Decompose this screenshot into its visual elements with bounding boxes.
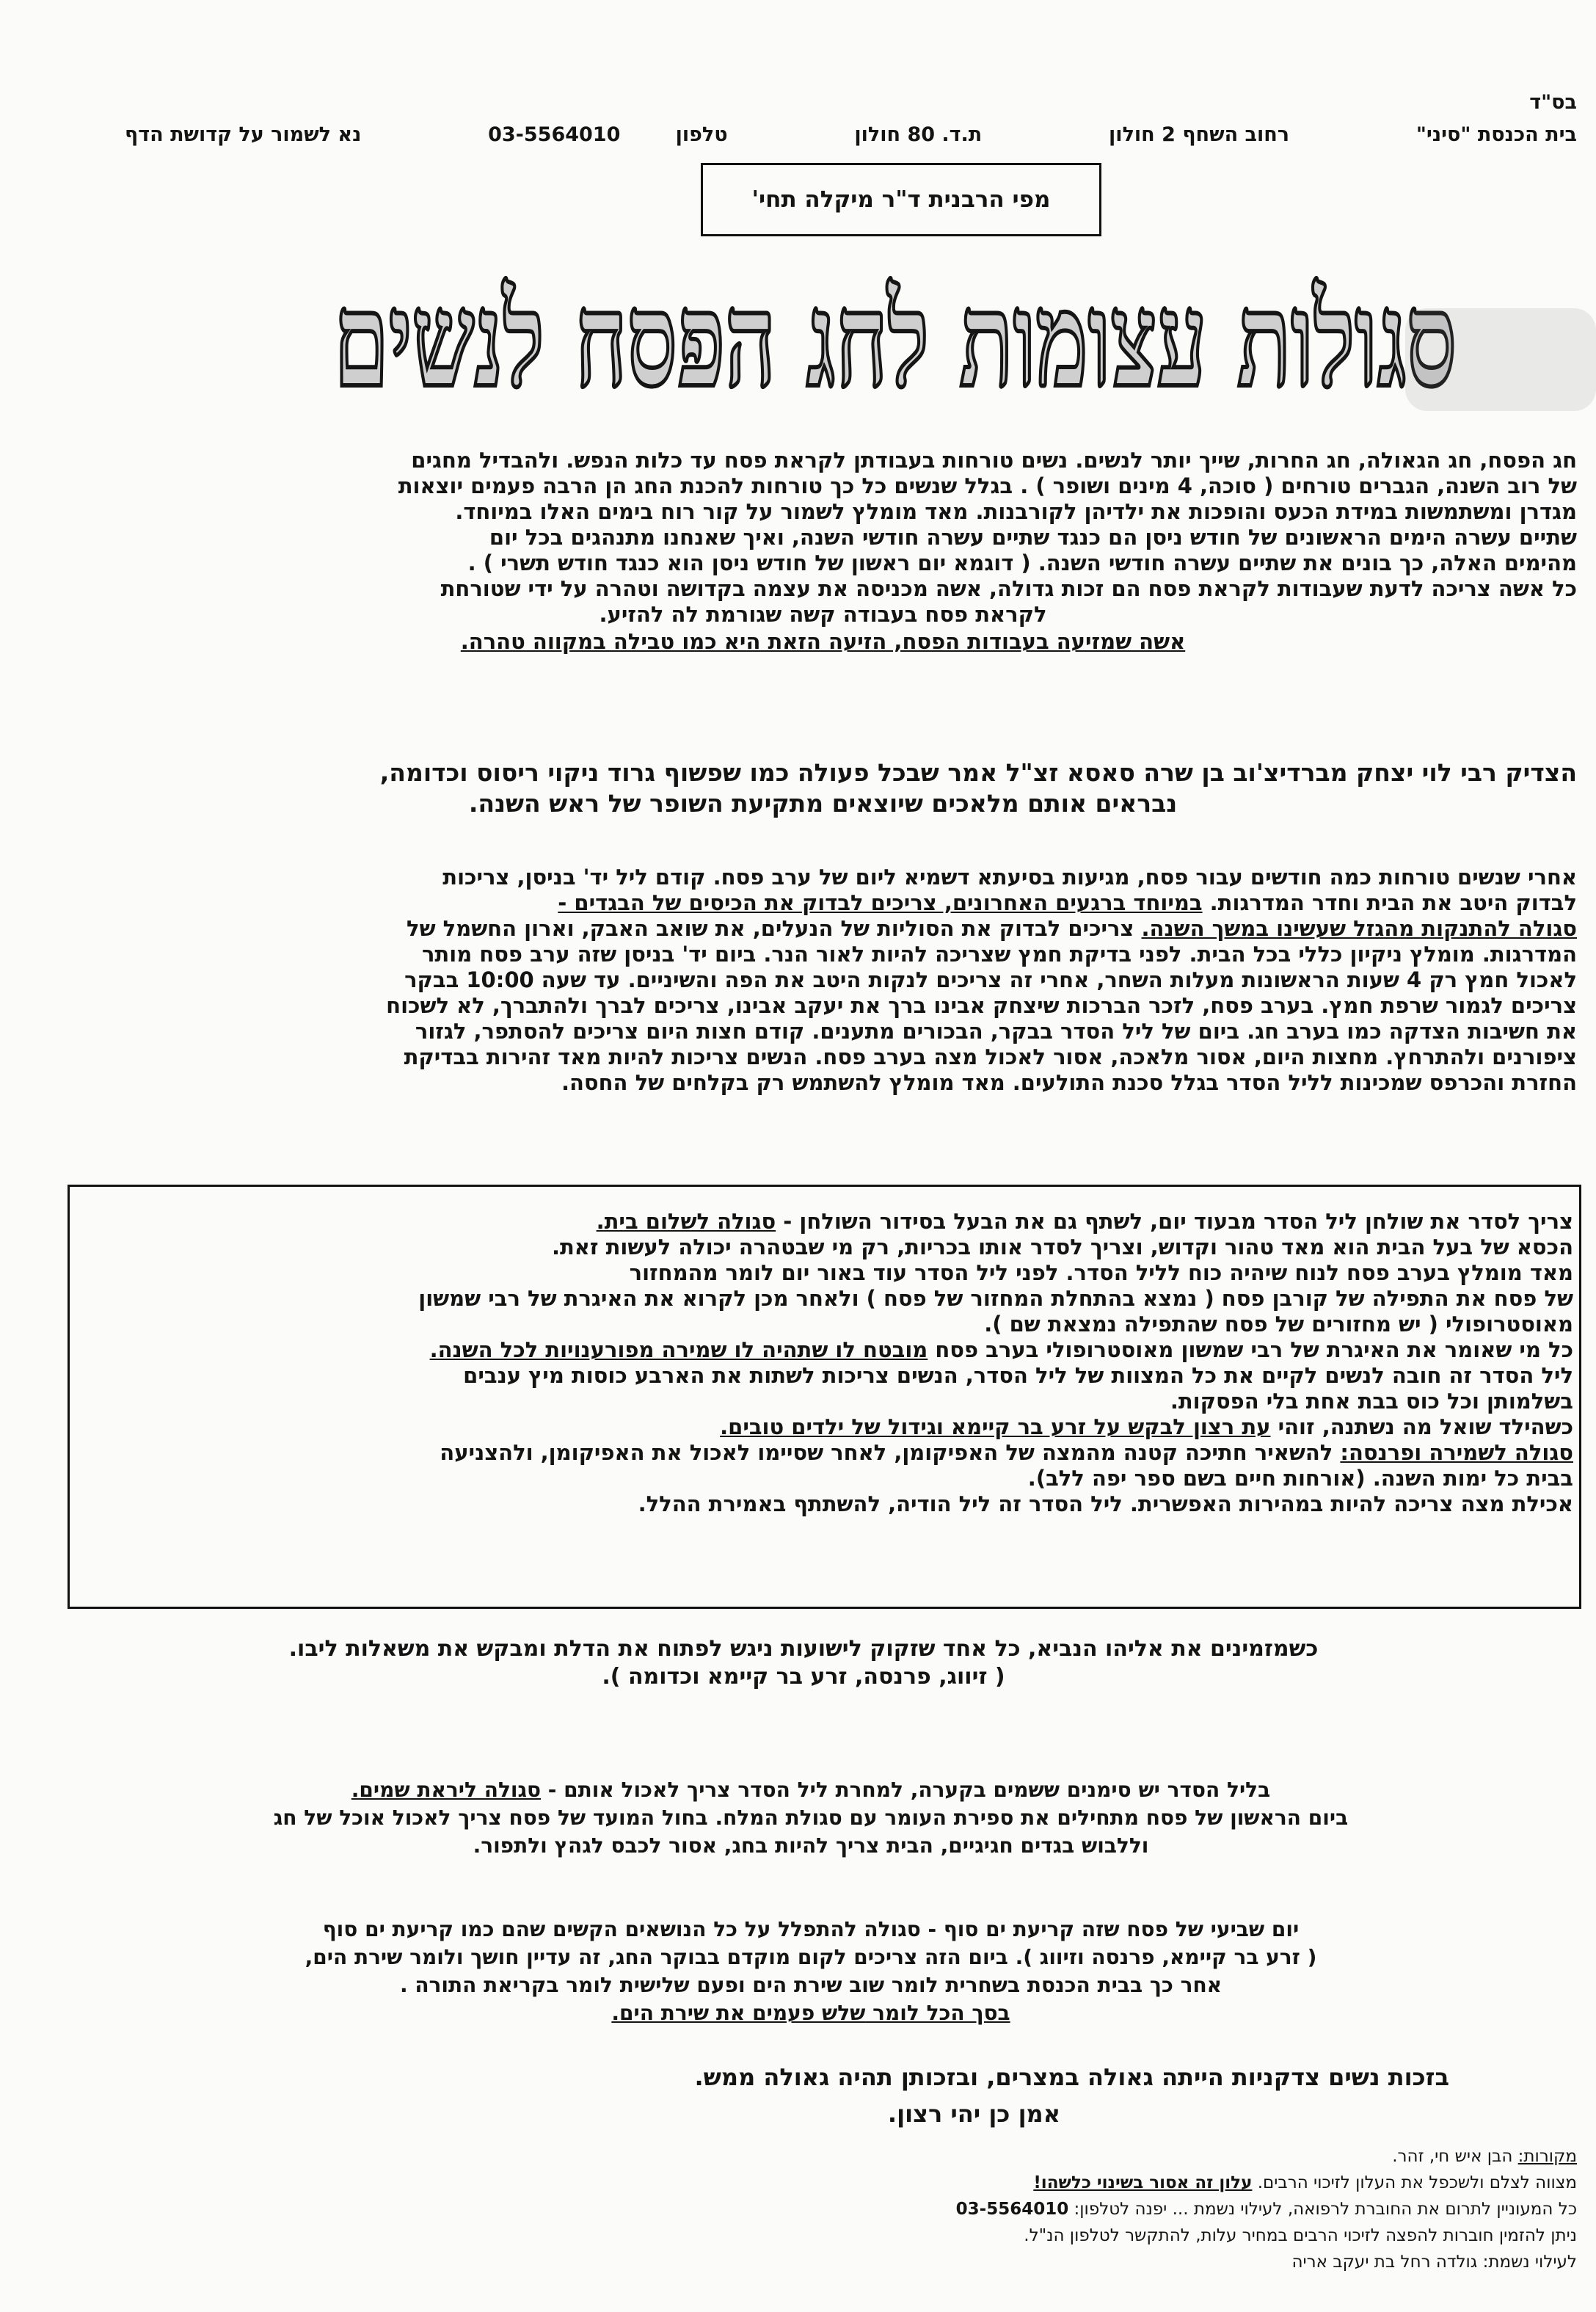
erev-line: המדרגות. מומלץ ניקיון כללי בכל הבית. לפני בדיקת חמץ שצריכה להיות לאור הנר. ביום יד' בניסן שזה ערב פסח מותר xyxy=(421,942,1577,967)
simanim-underlined: סגולה ליראת שמים. xyxy=(351,1778,542,1802)
seder-line: בשלמותן וכל כוס בבת אחת בלי הפסקות. xyxy=(1170,1389,1573,1414)
erev-underlined: סגולה להתנקות מהגזל שעשינו במשך השנה. xyxy=(1141,916,1577,941)
yam-suf-line: אחר כך בבית הכנסת בשחרית לומר שוב שירת הים ופעם שלישית לומר בקריאת התורה . xyxy=(399,1973,1222,1997)
phone-label: טלפון xyxy=(675,123,728,146)
yam-suf-underlined: שלש פעמים את שירת הים. xyxy=(611,2001,866,2025)
footer-line: לעילוי נשמת: גולדה רחל בת יעקב אריה xyxy=(1291,2253,1577,2272)
seder-line xyxy=(76,1414,1573,1440)
seder-underlined: מובטח לו שתהיה לו שמירה מפורענויות לכל השנה. xyxy=(429,1337,928,1362)
erev-underlined: במיוחד ברגעים האחרונים, צריכים לבדוק את הכיסים של הבגדים - xyxy=(558,890,1203,915)
eliyahu-section xyxy=(143,1635,1464,1691)
sources-label: מקורות: xyxy=(1517,2147,1577,2166)
erev-line: אחרי שנשים טורחות כמה חודשים עבור פסח, מגיעות בסיעתא דשמיא ליום של ערב פסח. קודם ליל יד' בניסן, צריכות xyxy=(442,865,1577,890)
intro-line: של רוב השנה, הגברים טורחים ( סוכה, 4 מינים ושופר ) . בגלל שנשים כל כך טורחות להכנת החג הן הרבה פעמים יוצאות xyxy=(398,473,1577,498)
kriat-yam-suf-section xyxy=(158,1916,1464,2027)
bleed-through-mark xyxy=(1376,294,1596,426)
yam-suf-line xyxy=(158,1999,1464,2027)
tzadik-line: נבראים אותם מלאכים שיוצאים מתקיעת השופר של ראש השנה. xyxy=(468,789,1178,818)
intro-highlight xyxy=(69,629,1577,655)
erev-text: צריכים לבדוק את הסוליות של הנעלים, את שואב האבק, וארון החשמל של xyxy=(407,916,1142,941)
title-banner xyxy=(323,250,1468,418)
seder-text: כל מי שאומר את האיגרת של רבי שמשון מאוסטרופולי בערב פסח xyxy=(928,1337,1573,1362)
seder-underlined: עת רצון לבקש על זרע בר קיימא וגידול של ילדים טובים. xyxy=(720,1414,1271,1439)
erev-text: לבדוק היטב את הבית וחדר המדרגות. xyxy=(1202,890,1577,915)
erev-line xyxy=(69,890,1577,916)
seder-line: של פסח את התפילה של קורבן פסח ( נמצא בהתחלת המחזור של פסח ) ולאחר מכן לקרוא את האיגרת של רבי שמשון xyxy=(418,1286,1573,1311)
po-box: ת.ד. 80 חולון xyxy=(854,123,983,146)
intro-line: שתיים עשרה הימים הראשונים של חודש ניסן הם כנגד שתיים עשרה חודשי השנה, ואיך שאנחנו מתנהגים בכל יום xyxy=(489,525,1577,550)
simanim-section xyxy=(158,1776,1464,1860)
seder-night-box xyxy=(68,1185,1581,1609)
phone-block xyxy=(488,123,727,146)
closing-blessing xyxy=(158,2059,1449,2132)
seder-line xyxy=(76,1440,1573,1466)
eliyahu-line: ( זיווג, פרנסה, זרע בר קיימא וכדומה ). xyxy=(602,1664,1005,1690)
simanim-line: וללבוש בגדים חגיגיים, הבית צריך להיות בחג, אסור לכבס לגהץ ולתפור. xyxy=(473,1833,1149,1858)
seder-line xyxy=(76,1337,1573,1363)
header-address-row xyxy=(125,123,1577,146)
bsd-mark: בס"ד xyxy=(1529,91,1577,114)
erev-line: את חשיבות הצדקה כמו בערב חג. ביום של ליל הסדר בבקר, הבכורים מתענים. קודם חצות היום צריכים להסתפר, לגזור xyxy=(415,1019,1577,1044)
author-credit-box xyxy=(701,163,1101,236)
seder-text: כשהילד שואל מה נשתנה, זוהי xyxy=(1270,1414,1573,1439)
simanim-line xyxy=(158,1776,1464,1804)
erev-line xyxy=(69,916,1577,942)
footer-line xyxy=(183,2196,1577,2222)
seder-line: מאד מומלץ בערב פסח לנוח שיהיה כוח לליל הסדר. לפני ליל הסדר עוד באור יום לומר מהמחזור xyxy=(629,1260,1573,1285)
footer-warning: עלון זה אסור בשינוי כלשהו! xyxy=(1033,2173,1253,2192)
intro-line: כל אשה צריכה לדעת שעבודות לקראת פסח הם זכות גדולה, אשה מכניסה את עצמה בקדושה וטהרה על ידי שטורחת xyxy=(440,576,1577,601)
seder-line: בבית כל ימות השנה. (אורחות חיים בשם ספר יפה ללב). xyxy=(1027,1466,1573,1491)
erev-line: צריכים לגמור שרפת חמץ. בערב פסח, לזכר הברכות שיצחק אבינו ברך את יעקב אבינו, צריכים לברך ולהתברך, לא לשכוח xyxy=(386,993,1577,1018)
sources-text: הבן איש חי, זהר. xyxy=(1392,2147,1518,2166)
yam-suf-line: ( זרע בר קיימא, פרנסה וזיווג ). ביום הזה צריכים לקום מוקדם בבוקר החג, זה עדיין חושך ולומר שירת הים, xyxy=(305,1945,1317,1969)
erev-line: לאכול חמץ רק 4 שעות הראשונות מעלות השחר, אחרי זה צריכים לנקות היטב את הפה והשיניים. עד שעה 10:00 בבקר xyxy=(404,967,1577,992)
street-address: רחוב השחף 2 חולון xyxy=(1109,123,1290,146)
seder-line xyxy=(76,1209,1573,1235)
yam-suf-line: יום שביעי של פסח שזה קריעת ים סוף - סגולה להתפלל על כל הנושאים הקשים שהם כמו קריעת ים סוף xyxy=(322,1917,1300,1941)
sanctity-note: נא לשמור על קדושת הדף xyxy=(125,123,362,146)
seder-underlined: סגולה לשמירה ופרנסה: xyxy=(1340,1440,1573,1465)
seder-text: להשאיר חתיכה קטנה מהמצה של האפיקומן, לאחר שסיימו לאכול את האפיקומן, ולהצניעה xyxy=(440,1440,1341,1465)
author-credit: מפי הרבנית ד"ר מיקלה תחי' xyxy=(751,186,1051,213)
seder-line: מאוסטרופולי ( יש מחזורים של פסח שהתפילה נמצאת שם ). xyxy=(984,1312,1573,1337)
intro-section xyxy=(69,448,1577,655)
eliyahu-line: כשמזמינים את אליהו הנביא, כל אחד שזקוק לישועות ניגש לפתוח את הדלת ומבקש את משאלות ליבו. xyxy=(288,1636,1319,1662)
footer-text: כל המעוניין לתרום את החוברת לרפואה, לעילוי נשמת ... יפנה לטלפון: xyxy=(1068,2200,1577,2219)
footer-line: ניתן להזמין חוברות להפצה לזיכוי הרבים במחיר עלות, להתקשר לטלפון הנ"ל. xyxy=(1024,2226,1577,2245)
tzadik-quote-section xyxy=(69,757,1577,819)
intro-line: מהימים האלה, כך בונים את שתיים עשרה חודשי השנה. ( דוגמא יום ראשון של חודש ניסן הוא כנגד חודש תשרי ) . xyxy=(467,550,1577,575)
yam-suf-underlined: בסך הכל לומר xyxy=(865,2001,1010,2025)
synagogue-name: בית הכנסת "סיני" xyxy=(1415,123,1577,146)
footer-line xyxy=(183,2143,1577,2170)
seder-line: ליל הסדר זה חובה לנשים לקיים את כל המצוות של ליל הסדר, הנשים צריכות לשתות את הארבע כוסות מיץ ענבים xyxy=(463,1363,1573,1388)
closing-line: בזכות נשים צדקניות הייתה גאולה במצרים, ובזכותן תהיה גאולה ממש. xyxy=(694,2063,1449,2091)
main-title: סגולות עצומות לחג הפסח לנשים xyxy=(334,263,1457,416)
seder-line: הכסא של בעל הבית הוא מאד טהור וקדוש, וצריך לסדר אותו בכריות, רק מי שבטהרה יכולה לעשות זאת. xyxy=(551,1235,1573,1259)
phone-number: 03-5564010 xyxy=(488,123,621,146)
simanim-line: ביום הראשון של פסח מתחילים את ספירת העומר עם סגולת המלח. בחול המועד של פסח צריך לאכול אוכל של חג xyxy=(273,1806,1349,1830)
footer-line xyxy=(183,2170,1577,2196)
intro-line: מגדרן ומשתמשות במידת הכעס והופכות את ילדיהן לקורבנות. מאד מומלץ לשמור על קור רוח בימים האלו במיוחד. xyxy=(455,499,1577,524)
footer-text: מצווה לצלם ולשכפל את העלון לזיכוי הרבים. xyxy=(1252,2173,1577,2192)
title-svg xyxy=(323,250,1468,418)
seder-underlined: סגולה לשלום בית. xyxy=(596,1209,776,1234)
seder-line: אכילת מצה צריכה להיות במהירות האפשרית. ליל הסדר זה ליל הודיה, להשתתף באמירת ההלל. xyxy=(638,1491,1573,1516)
intro-underlined: אשה שמזיעה בעבודות הפסח, הזיעה הזאת היא כמו טבילה במקווה טהרה. xyxy=(460,629,1186,654)
simanim-text: בליל הסדר יש סימנים ששמים בקערה, למחרת ליל הסדר צריך לאכול אותם - xyxy=(541,1778,1271,1802)
footer-notes xyxy=(183,2143,1577,2275)
erev-line: ציפורנים ולהתרחץ. מחצות היום, אסור מלאכה, אסור לאכול מצה בערב פסח. הנשים צריכות להיות מאד זהירות בבדיקת xyxy=(404,1044,1577,1069)
closing-amen: אמן כן יהי רצון. xyxy=(887,2100,1060,2128)
erev-line: החזרת והכרפס שמכינות לליל הסדר בגלל סכנת התולעים. מאד מומלץ להשתמש רק בקלחים של החסה. xyxy=(561,1070,1577,1095)
footer-phone: 03-5564010 xyxy=(955,2200,1069,2219)
intro-line: חג הפסח, חג הגאולה, חג החרות, שייך יותר לנשים. נשים טורחות בעבודתן לקראת פסח עד כלות הנפש. ולהבדיל מחגים xyxy=(411,448,1577,473)
seder-text: צריך לסדר את שולחן ליל הסדר מבעוד יום, לשתף גם את הבעל בסידור השולחן - xyxy=(776,1209,1573,1234)
erev-pesach-section xyxy=(69,865,1577,1096)
tzadik-line: הצדיק רבי לוי יצחק מברדיצ'וב בן שרה סאסא זצ"ל אמר שבכל פעולה כמו שפשוף גרוד ניקוי ריסוס וכדומה, xyxy=(379,758,1577,787)
intro-line: לקראת פסח בעבודה קשה שגורמת לה להזיע. xyxy=(599,602,1047,627)
